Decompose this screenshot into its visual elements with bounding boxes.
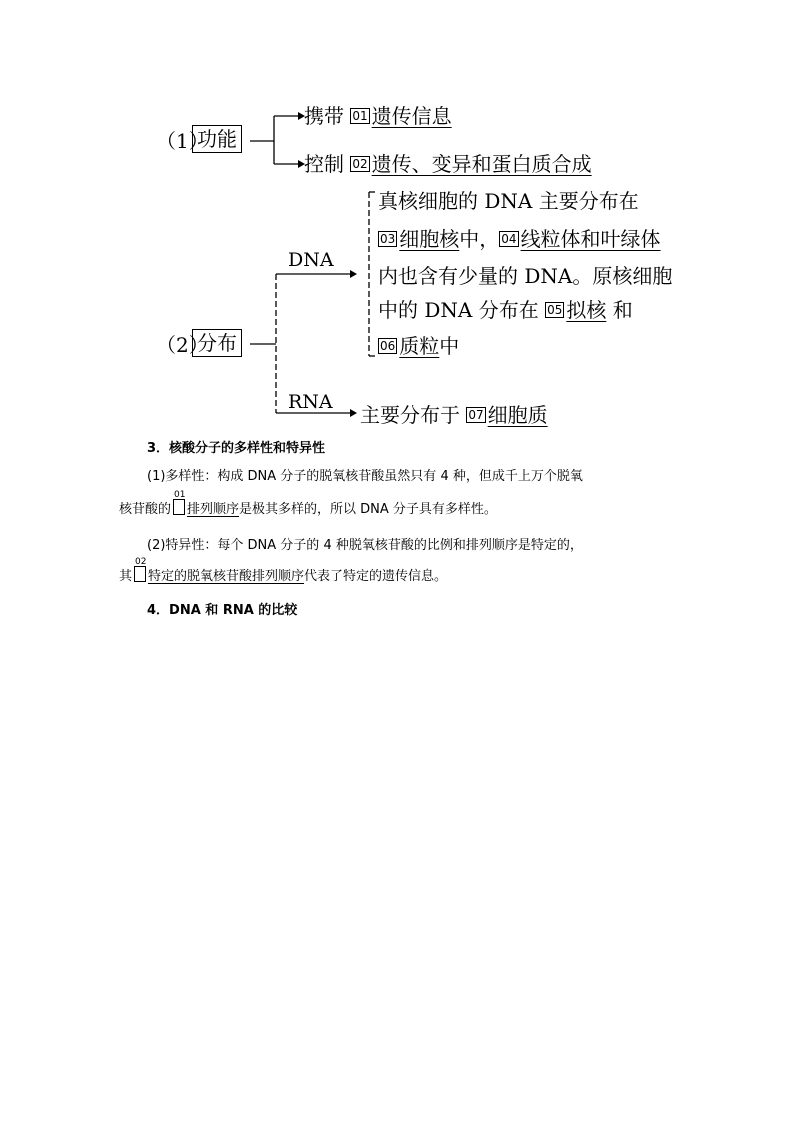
section-3-p2-line2 — [119, 557, 448, 588]
answer-06: 质粒 — [399, 334, 440, 358]
rna-text-prefix: 主要分布于 — [360, 403, 460, 427]
section-4-heading — [147, 600, 297, 622]
item1-label: （1） — [156, 129, 209, 153]
small-tag-number: 02 — [135, 557, 147, 567]
dna-text-line-3: 内也含有少量的 DNA。原核细胞 — [378, 264, 673, 288]
answer-05: 拟核 — [566, 298, 607, 322]
section-3-heading — [147, 438, 325, 460]
blank-tag-07: 07 — [468, 408, 484, 422]
answer-04: 线粒体和叶绿体 — [520, 227, 661, 251]
distribution-box: 分布 — [192, 329, 242, 357]
p2-answer: 特定的脱氧核苷酸排列顺序 — [148, 569, 305, 584]
dna-text-mid: 中， — [459, 227, 500, 251]
answer-02: 遗传、变异和蛋白质合成 — [371, 152, 592, 176]
blank-tag-02: 02 — [352, 157, 368, 171]
dna-text-line4-prefix: 中的 DNA 分布在 — [378, 298, 539, 322]
dna-text-line-2 — [378, 227, 661, 251]
answer-07: 细胞质 — [487, 403, 548, 427]
section-3-p1-line2 — [119, 490, 497, 521]
small-blank-tag-01 — [173, 490, 186, 515]
section-4-title: DNA 和 RNA 的比较 — [169, 603, 298, 618]
rna-branch-label: RNA — [288, 391, 333, 413]
p1-prefix: 核苷酸的 — [119, 502, 172, 517]
dna-text-line-4 — [378, 298, 633, 322]
blank-tag-04: 04 — [501, 232, 517, 246]
small-tag-number: 01 — [174, 490, 186, 500]
section-3-title: 核酸分子的多样性和特异性 — [169, 441, 326, 456]
p2-prefix: 其 — [119, 569, 133, 584]
blank-tag-03: 03 — [380, 232, 396, 246]
branch-1-prefix: 携带 — [304, 104, 344, 128]
dna-text-line4-suffix: 和 — [612, 298, 633, 322]
section-3-p2-line1: (2)特异性：每个 DNA 分子的 4 种脱氧核苷酸的比例和排列顺序是特定的， — [147, 538, 583, 553]
p1-suffix: 是极其多样的，所以 DNA 分子具有多样性。 — [239, 502, 497, 517]
dna-text-line5-suffix: 中 — [439, 334, 460, 358]
blank-tag-05: 05 — [547, 303, 563, 317]
small-blank-tag-02 — [134, 557, 147, 582]
dna-text-line-5 — [378, 334, 459, 358]
section-3-p1-line1: (1)多样性：构成 DNA 分子的脱氧核苷酸虽然只有 4 种，但成千上万个脱氧 — [147, 469, 583, 484]
blank-tag-01: 01 — [352, 109, 368, 123]
blank-tag-06: 06 — [380, 339, 396, 353]
dna-text-line-1: 真核细胞的 DNA 主要分布在 — [378, 189, 639, 213]
item2-label: （2） — [156, 333, 209, 357]
answer-03: 细胞核 — [399, 227, 460, 251]
function-branch-1 — [304, 104, 452, 128]
function-box: 功能 — [192, 125, 242, 153]
answer-01: 遗传信息 — [371, 104, 452, 128]
section-4-number: 4． — [147, 603, 170, 618]
section-3-number: 3． — [147, 441, 170, 456]
p1-answer: 排列顺序 — [187, 502, 240, 517]
branch-2-prefix: 控制 — [304, 152, 344, 176]
dna-branch-label: DNA — [288, 249, 334, 271]
p2-suffix: 代表了特定的遗传信息。 — [304, 569, 448, 584]
function-branch-2 — [304, 152, 592, 176]
rna-text — [360, 403, 548, 427]
